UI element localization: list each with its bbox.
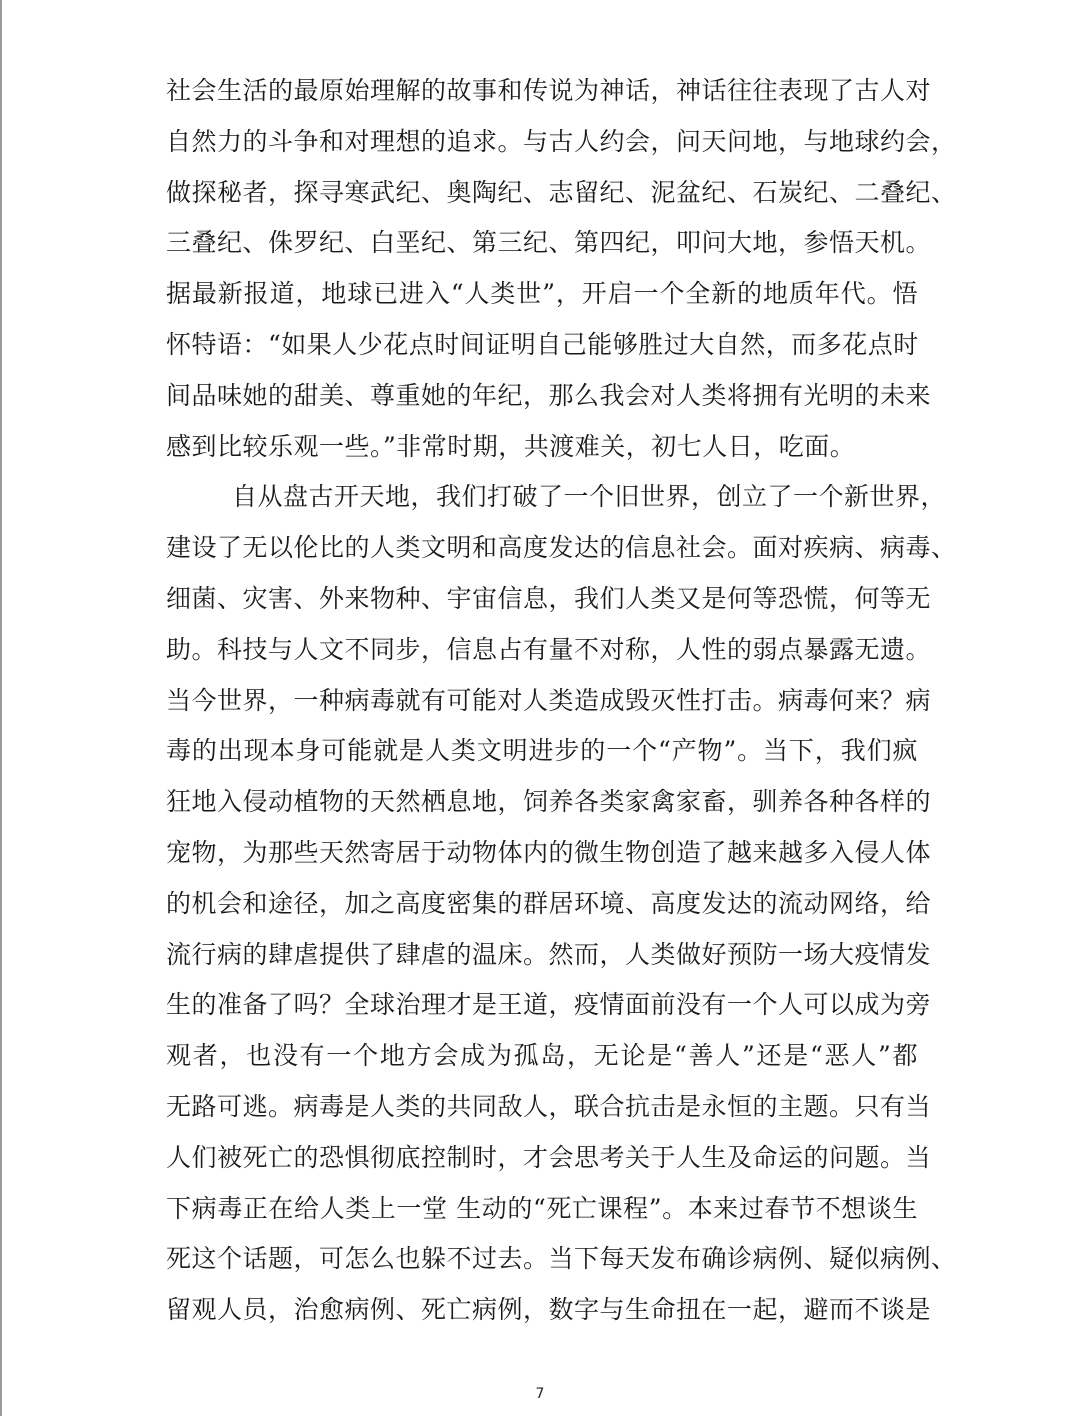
text-line: 无路可逃。病毒是人类的共同敌人，联合抗击是永恒的主题。只有当: [166, 1091, 932, 1121]
text-line: 三叠纪、侏罗纪、白垩纪、第三纪、第四纪，叩问大地，参悟天机。: [166, 228, 932, 258]
text-line: 死这个话题，可怎么也躲不过去。当下每天发布确诊病例、疑似病例、: [166, 1244, 957, 1274]
text-line: 感到比较乐观一些。”非常时期，共渡难关，初七人日，吃面。: [166, 431, 856, 461]
page-left-edge: [0, 0, 2, 1416]
text-line: 的机会和途径，加之高度密集的群居环境、高度发达的流动网络，给: [166, 888, 932, 918]
text-line: 自从盘古开天地，我们打破了一个旧世界，创立了一个新世界，: [232, 482, 947, 512]
text-line: 助。科技与人文不同步，信息占有量不对称，人性的弱点暴露无遗。: [166, 634, 932, 664]
text-line: 做探秘者，探寻寒武纪、奥陶纪、志留纪、泥盆纪、石炭纪、二叠纪、: [166, 177, 957, 207]
text-line: 自然力的斗争和对理想的追求。与古人约会，问天问地，与地球约会，: [166, 126, 957, 156]
text-line: 观者，也没有一个地方会成为孤岛，无论是“善人”还是“恶人”都: [166, 1041, 918, 1071]
text-line: 建设了无以伦比的人类文明和高度发达的信息社会。面对疾病、病毒、: [166, 533, 957, 563]
text-line: 狂地入侵动植物的天然栖息地，饲养各类家禽家畜，驯养各种各样的: [166, 787, 932, 817]
text-line: 间品味她的甜美、尊重她的年纪，那么我会对人类将拥有光明的未来: [166, 380, 932, 410]
text-line: 宠物，为那些天然寄居于动物体内的微生物创造了越来越多入侵人体: [166, 837, 932, 867]
text-line: 细菌、灾害、外来物种、宇宙信息，我们人类又是何等恐慌，何等无: [166, 583, 932, 613]
text-line: 留观人员，治愈病例、死亡病例，数字与生命扭在一起，避而不谈是: [166, 1295, 932, 1325]
text-line: 社会生活的最原始理解的故事和传说为神话，神话往往表现了古人对: [166, 76, 932, 105]
text-line: 怀特语：“如果人少花点时间证明自己能够胜过大自然，而多花点时: [166, 329, 919, 359]
document-body: [166, 66, 957, 1336]
paragraph-1: [166, 66, 957, 472]
text-line: 当今世界，一种病毒就有可能对人类造成毁灭性打击。病毒何来？病: [166, 685, 932, 715]
text-line: 下病毒正在给人类上一堂 生动的“死亡课程”。本来过春节不想谈生: [166, 1193, 918, 1223]
page-number: 7: [535, 1386, 545, 1402]
text-line: 人们被死亡的恐惧彻底控制时，才会思考关于人生及命运的问题。当: [166, 1142, 932, 1172]
paragraph-2: [166, 472, 957, 1336]
text-line: 据最新报道，地球已进入“人类世”，开启一个全新的地质年代。悟: [166, 279, 918, 309]
text-line: 生的准备了吗？全球治理才是王道，疫情面前没有一个人可以成为旁: [166, 990, 932, 1020]
text-line: 流行病的肆虐提供了肆虐的温床。然而，人类做好预防一场大疫情发: [166, 939, 932, 969]
text-line: 毒的出现本身可能就是人类文明进步的一个“产物”。当下，我们疯: [166, 736, 918, 766]
